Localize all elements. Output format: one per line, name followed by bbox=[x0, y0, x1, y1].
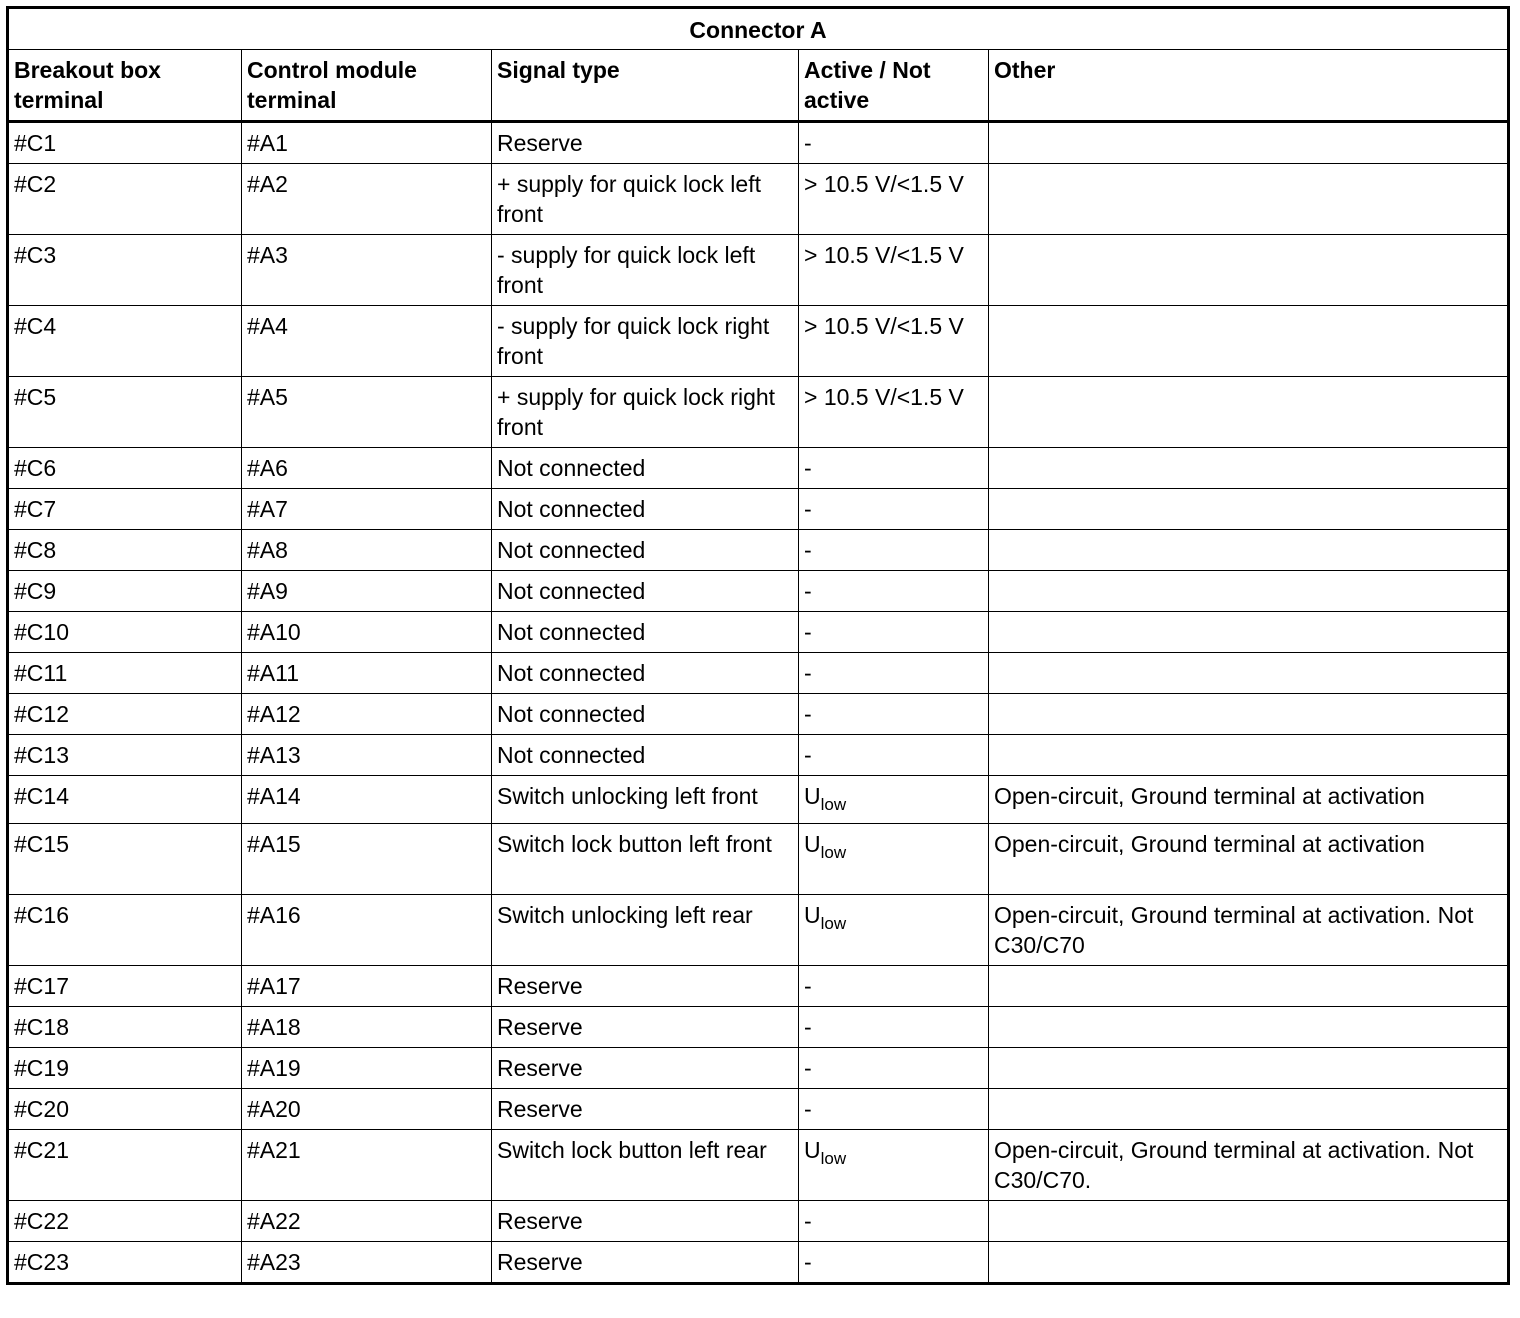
breakout-terminal: #C4 bbox=[8, 306, 242, 377]
signal-type: Reserve bbox=[492, 122, 799, 164]
signal-type: Reserve bbox=[492, 1089, 799, 1130]
other-note bbox=[989, 1048, 1509, 1089]
breakout-terminal: #C8 bbox=[8, 530, 242, 571]
table-row bbox=[8, 1048, 1509, 1089]
breakout-terminal: #C2 bbox=[8, 164, 242, 235]
control-terminal: #A13 bbox=[242, 735, 492, 776]
table-row bbox=[8, 612, 1509, 653]
table-row bbox=[8, 966, 1509, 1007]
other-note bbox=[989, 653, 1509, 694]
other-note: Open-circuit, Ground terminal at activation. Not C30/C70 bbox=[989, 895, 1509, 966]
signal-type: Not connected bbox=[492, 489, 799, 530]
active-value bbox=[799, 824, 989, 895]
connector-table bbox=[6, 6, 1510, 1285]
control-terminal: #A9 bbox=[242, 571, 492, 612]
breakout-terminal: #C6 bbox=[8, 448, 242, 489]
signal-type: Not connected bbox=[492, 448, 799, 489]
signal-type: - supply for quick lock left front bbox=[492, 235, 799, 306]
breakout-terminal: #C5 bbox=[8, 377, 242, 448]
table-title: Connector A bbox=[8, 8, 1509, 50]
signal-type: + supply for quick lock left front bbox=[492, 164, 799, 235]
header-control-module-terminal: Control module terminal bbox=[242, 50, 492, 122]
control-terminal: #A1 bbox=[242, 122, 492, 164]
control-terminal: #A5 bbox=[242, 377, 492, 448]
active-value: - bbox=[799, 1007, 989, 1048]
other-note bbox=[989, 235, 1509, 306]
control-terminal: #A20 bbox=[242, 1089, 492, 1130]
other-note bbox=[989, 966, 1509, 1007]
active-value: - bbox=[799, 694, 989, 735]
control-terminal: #A2 bbox=[242, 164, 492, 235]
table-row bbox=[8, 653, 1509, 694]
control-terminal: #A15 bbox=[242, 824, 492, 895]
active-value-main: U bbox=[804, 831, 821, 857]
signal-type: Reserve bbox=[492, 1242, 799, 1284]
control-terminal: #A4 bbox=[242, 306, 492, 377]
table-row bbox=[8, 694, 1509, 735]
active-value: - bbox=[799, 653, 989, 694]
table-row bbox=[8, 1242, 1509, 1284]
control-terminal: #A3 bbox=[242, 235, 492, 306]
header-other: Other bbox=[989, 50, 1509, 122]
active-value-main: U bbox=[804, 1137, 821, 1163]
breakout-terminal: #C11 bbox=[8, 653, 242, 694]
breakout-terminal: #C12 bbox=[8, 694, 242, 735]
control-terminal: #A14 bbox=[242, 776, 492, 824]
breakout-terminal: #C3 bbox=[8, 235, 242, 306]
active-value: - bbox=[799, 1201, 989, 1242]
table-row bbox=[8, 122, 1509, 164]
other-note: Open-circuit, Ground terminal at activation. Not C30/C70. bbox=[989, 1130, 1509, 1201]
active-value: - bbox=[799, 735, 989, 776]
signal-type: Switch unlocking left rear bbox=[492, 895, 799, 966]
other-note bbox=[989, 530, 1509, 571]
signal-type: Not connected bbox=[492, 694, 799, 735]
table-row bbox=[8, 1089, 1509, 1130]
other-note bbox=[989, 1242, 1509, 1284]
breakout-terminal: #C9 bbox=[8, 571, 242, 612]
active-value: > 10.5 V/<1.5 V bbox=[799, 377, 989, 448]
other-note bbox=[989, 694, 1509, 735]
signal-type: Not connected bbox=[492, 571, 799, 612]
other-note bbox=[989, 1201, 1509, 1242]
active-value: - bbox=[799, 1242, 989, 1284]
active-value: > 10.5 V/<1.5 V bbox=[799, 164, 989, 235]
table-row bbox=[8, 1201, 1509, 1242]
control-terminal: #A6 bbox=[242, 448, 492, 489]
active-value: - bbox=[799, 530, 989, 571]
signal-type: Reserve bbox=[492, 1048, 799, 1089]
breakout-terminal: #C18 bbox=[8, 1007, 242, 1048]
active-value-main: U bbox=[804, 902, 821, 928]
signal-type: Not connected bbox=[492, 735, 799, 776]
control-terminal: #A7 bbox=[242, 489, 492, 530]
breakout-terminal: #C17 bbox=[8, 966, 242, 1007]
breakout-terminal: #C22 bbox=[8, 1201, 242, 1242]
breakout-terminal: #C16 bbox=[8, 895, 242, 966]
other-note: Open-circuit, Ground terminal at activation bbox=[989, 776, 1509, 824]
table-row bbox=[8, 164, 1509, 235]
other-note bbox=[989, 571, 1509, 612]
active-value: - bbox=[799, 1048, 989, 1089]
table-row bbox=[8, 377, 1509, 448]
signal-type: Not connected bbox=[492, 653, 799, 694]
breakout-terminal: #C14 bbox=[8, 776, 242, 824]
table-row bbox=[8, 895, 1509, 966]
active-value: - bbox=[799, 571, 989, 612]
table-row bbox=[8, 448, 1509, 489]
active-value bbox=[799, 1130, 989, 1201]
other-note: Open-circuit, Ground terminal at activation bbox=[989, 824, 1509, 895]
active-value: - bbox=[799, 966, 989, 1007]
signal-type: Not connected bbox=[492, 530, 799, 571]
breakout-terminal: #C7 bbox=[8, 489, 242, 530]
active-value-subscript: low bbox=[820, 914, 847, 933]
control-terminal: #A8 bbox=[242, 530, 492, 571]
active-value: > 10.5 V/<1.5 V bbox=[799, 306, 989, 377]
breakout-terminal: #C21 bbox=[8, 1130, 242, 1201]
other-note bbox=[989, 612, 1509, 653]
other-note bbox=[989, 448, 1509, 489]
other-note bbox=[989, 164, 1509, 235]
table-row bbox=[8, 1007, 1509, 1048]
signal-type: Reserve bbox=[492, 1007, 799, 1048]
other-note bbox=[989, 306, 1509, 377]
breakout-terminal: #C15 bbox=[8, 824, 242, 895]
table-row bbox=[8, 306, 1509, 377]
control-terminal: #A16 bbox=[242, 895, 492, 966]
breakout-terminal: #C23 bbox=[8, 1242, 242, 1284]
table-row bbox=[8, 1130, 1509, 1201]
active-value bbox=[799, 895, 989, 966]
control-terminal: #A21 bbox=[242, 1130, 492, 1201]
header-breakout-box-terminal: Breakout box terminal bbox=[8, 50, 242, 122]
table-row bbox=[8, 235, 1509, 306]
control-terminal: #A12 bbox=[242, 694, 492, 735]
header-row bbox=[8, 50, 1509, 122]
active-value-subscript: low bbox=[820, 843, 847, 862]
active-value: - bbox=[799, 1089, 989, 1130]
breakout-terminal: #C1 bbox=[8, 122, 242, 164]
table-row bbox=[8, 571, 1509, 612]
active-value: - bbox=[799, 489, 989, 530]
table-row bbox=[8, 489, 1509, 530]
signal-type: Switch lock button left rear bbox=[492, 1130, 799, 1201]
table-row bbox=[8, 530, 1509, 571]
header-signal-type: Signal type bbox=[492, 50, 799, 122]
other-note bbox=[989, 1089, 1509, 1130]
other-note bbox=[989, 735, 1509, 776]
control-terminal: #A18 bbox=[242, 1007, 492, 1048]
other-note bbox=[989, 1007, 1509, 1048]
signal-type: Reserve bbox=[492, 966, 799, 1007]
control-terminal: #A17 bbox=[242, 966, 492, 1007]
signal-type: Not connected bbox=[492, 612, 799, 653]
active-value: - bbox=[799, 122, 989, 164]
active-value: > 10.5 V/<1.5 V bbox=[799, 235, 989, 306]
signal-type: + supply for quick lock right front bbox=[492, 377, 799, 448]
other-note bbox=[989, 122, 1509, 164]
table-row bbox=[8, 776, 1509, 824]
other-note bbox=[989, 489, 1509, 530]
table-row bbox=[8, 824, 1509, 895]
signal-type: Switch unlocking left front bbox=[492, 776, 799, 824]
breakout-terminal: #C20 bbox=[8, 1089, 242, 1130]
other-note bbox=[989, 377, 1509, 448]
signal-type: Reserve bbox=[492, 1201, 799, 1242]
active-value-subscript: low bbox=[820, 1149, 847, 1168]
breakout-terminal: #C10 bbox=[8, 612, 242, 653]
signal-type: - supply for quick lock right front bbox=[492, 306, 799, 377]
signal-type: Switch lock button left front bbox=[492, 824, 799, 895]
header-active-not-active: Active / Not active bbox=[799, 50, 989, 122]
breakout-terminal: #C13 bbox=[8, 735, 242, 776]
control-terminal: #A19 bbox=[242, 1048, 492, 1089]
active-value-main: U bbox=[804, 783, 821, 809]
control-terminal: #A11 bbox=[242, 653, 492, 694]
table-row bbox=[8, 735, 1509, 776]
control-terminal: #A23 bbox=[242, 1242, 492, 1284]
control-terminal: #A22 bbox=[242, 1201, 492, 1242]
active-value-subscript: low bbox=[820, 795, 847, 814]
breakout-terminal: #C19 bbox=[8, 1048, 242, 1089]
control-terminal: #A10 bbox=[242, 612, 492, 653]
active-value: - bbox=[799, 612, 989, 653]
active-value: - bbox=[799, 448, 989, 489]
active-value bbox=[799, 776, 989, 824]
